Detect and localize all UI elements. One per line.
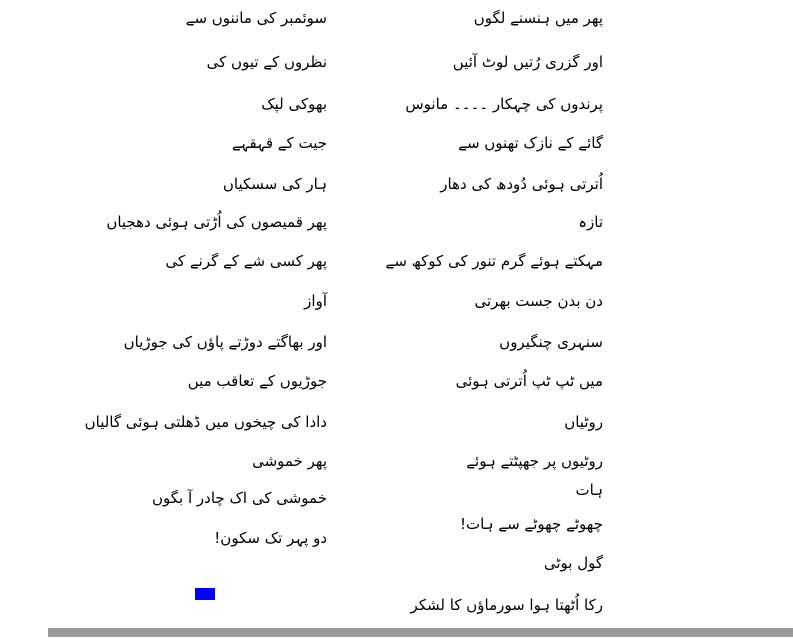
poem-line: پھر قمیصوں کی اُڑتی ہوئی دھجیاں [106,213,327,231]
poem-line: میں ٹپ ٹپ اُترتی ہوئی [455,372,603,390]
poem-line: ہار کی سسکیاں [222,175,327,193]
poem-line: نظروں کے تیوں کی [206,53,327,71]
poem-line: گائے کے نازک تھنوں سے [458,134,603,152]
poem-line: روٹیاں [564,413,603,431]
poem-line: ہات [575,481,603,499]
bottom-scroll-bar[interactable] [48,628,793,637]
poem-line: تازہ [578,213,603,231]
poem-line: دادا کی چیخوں میں ڈھلتی ہوئی گالیاں [84,413,327,431]
poem-line: اور بھاگتے دوڑتے پاؤں کی جوڑیاں [123,333,327,351]
blue-marker [195,588,215,600]
poem-line: سنہری چنگیروں [499,333,603,351]
poem-line: جوڑیوں کے تعاقب میں [187,372,327,390]
poem-line: خموشی کی اک چادر آ بگوں [152,489,327,507]
poem-line: بھوکی لپک [261,95,327,113]
poem-line: سوئمبر کی ماننوں سے [185,9,327,27]
poem-line: رکا اُٹھتا ہوا سورماؤں کا لشکر [410,596,603,614]
poem-line: اُترتی ہوئی دُودھ کی دھار [440,175,603,193]
poem-line: روٹیوں پر جھپٹتے ہوئے [466,452,603,470]
poem-line: آواز [304,292,327,310]
poem-line: چھوٹے چھوٹے سے ہات! [460,515,603,533]
poem-line: جیت کے قہقہے [231,134,327,152]
poem-line: پھر میں ہنسنے لگوں [473,9,603,27]
poem-line: اور گزری رُتیں لوٹ آئیں [452,53,603,71]
poem-line: دن بدن جست بھرتی [474,292,603,310]
poem-line: مہکتے ہوئے گرم تنور کی کوکھ سے [385,252,603,270]
poem-line: پرندوں کی چہکار ۔۔۔۔ مانوس [405,95,603,113]
poem-line: دو پہر تک سکون! [214,529,327,547]
poem-line: پھر خموشی [252,452,327,470]
poem-line: گول بوٹی [543,554,603,572]
poem-line: پھر کسی شے کے گرنے کی [165,252,327,270]
